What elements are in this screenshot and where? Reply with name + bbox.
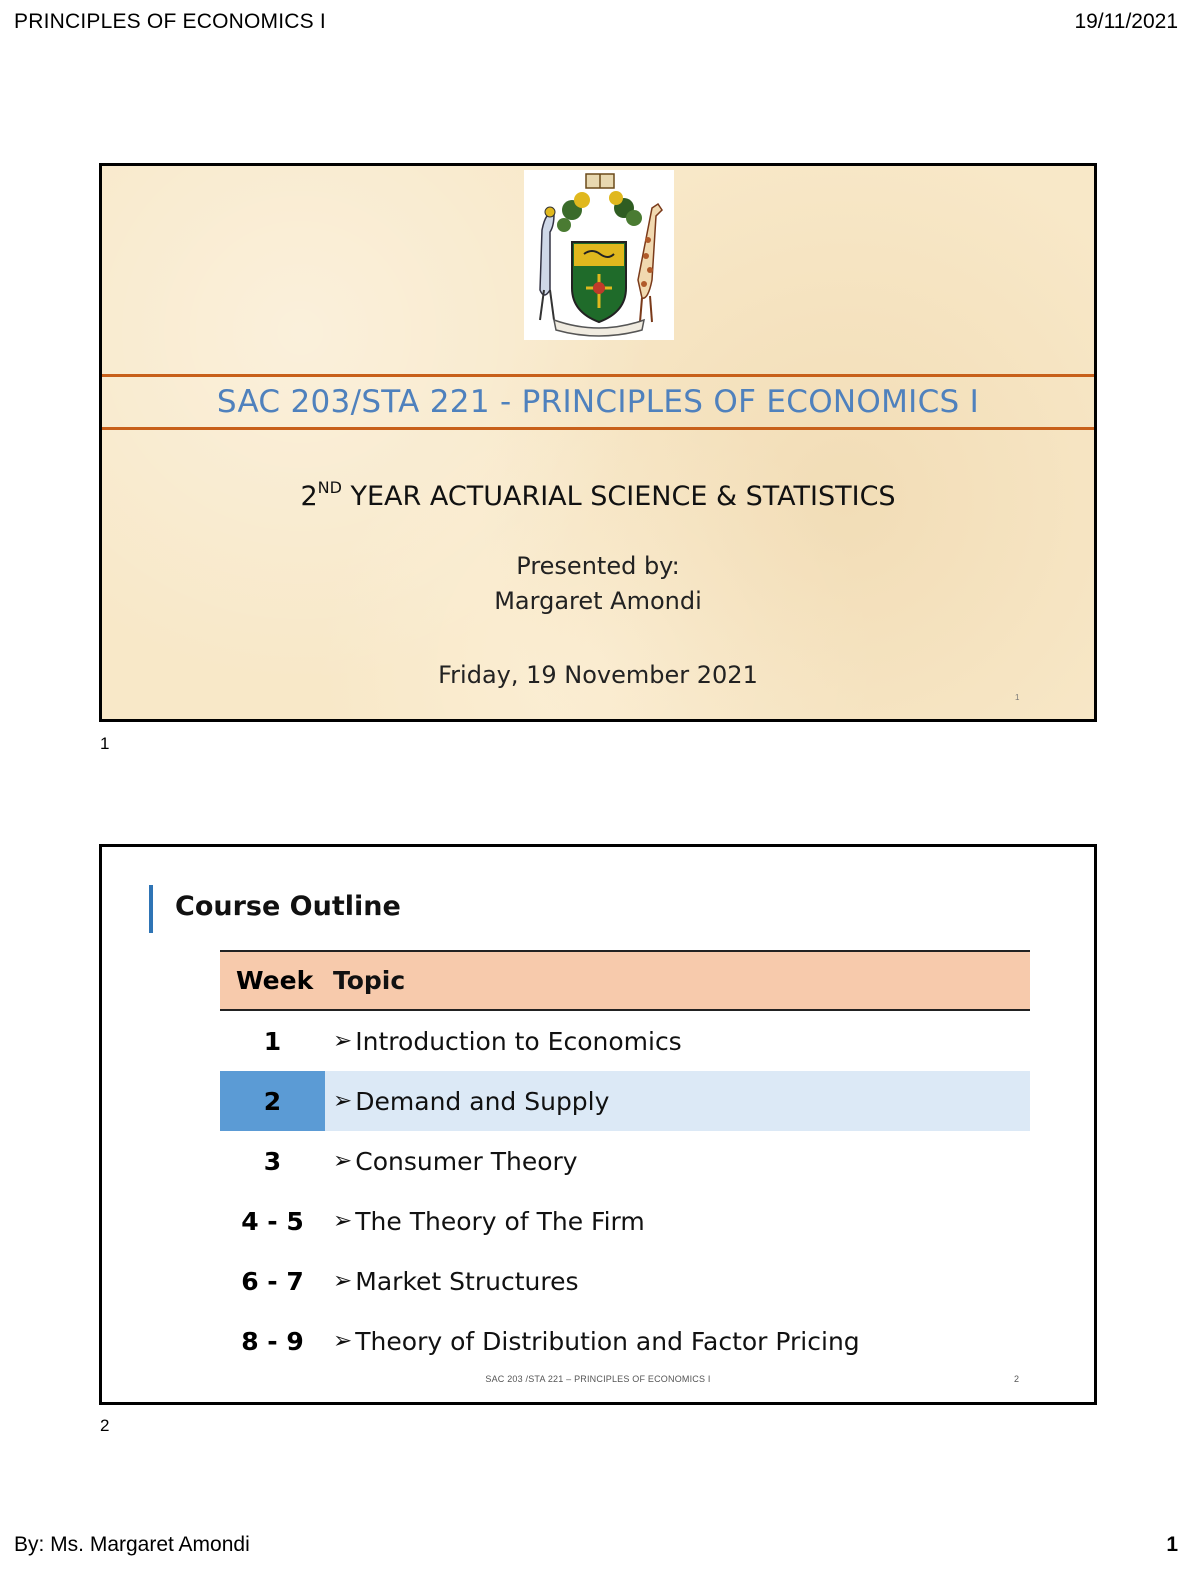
title-slide	[99, 163, 1097, 722]
topic-cell	[325, 1131, 1030, 1191]
arrow-bullet-icon: ➢	[333, 1208, 353, 1234]
slide-number: 1	[1015, 693, 1020, 702]
week-cell: 2	[220, 1071, 325, 1131]
outline-title: Course Outline	[175, 891, 401, 922]
subtitle-ordinal-suffix: ND	[317, 478, 342, 497]
presenter-name: Margaret Amondi	[494, 587, 702, 615]
page-number: 1	[1166, 1533, 1178, 1556]
course-outline-slide	[99, 844, 1097, 1405]
page-header-date: 19/11/2021	[1074, 10, 1178, 33]
week-cell: 6 - 7	[241, 1266, 304, 1296]
topic-text: Introduction to Economics	[355, 1026, 682, 1056]
topic-text: Market Structures	[355, 1266, 579, 1296]
col-week-header: Week	[236, 966, 314, 995]
week-cell: 1	[263, 1026, 282, 1056]
topic-text: The Theory of The Firm	[355, 1206, 645, 1236]
university-crest-icon	[524, 170, 674, 340]
col-topic-header: Topic	[333, 966, 406, 995]
table-row	[220, 1011, 1030, 1071]
course-title: SAC 203/STA 221 - PRINCIPLES OF ECONOMICS I	[216, 384, 980, 420]
slide-number: 2	[1014, 1374, 1020, 1384]
arrow-bullet-icon: ➢	[333, 1268, 353, 1294]
topic-cell	[325, 1011, 1030, 1071]
table-row	[220, 1251, 1030, 1311]
course-subtitle	[102, 478, 1094, 512]
week-cell: 4 - 5	[241, 1206, 304, 1236]
course-outline-table	[220, 950, 1030, 1371]
presenter-block	[102, 549, 1094, 619]
arrow-bullet-icon: ➢	[333, 1148, 353, 1174]
topic-text: Demand and Supply	[355, 1086, 610, 1116]
slide-label-1: 1	[100, 734, 110, 753]
arrow-bullet-icon: ➢	[333, 1328, 353, 1354]
subtitle-ordinal: 2	[300, 481, 318, 512]
arrow-bullet-icon: ➢	[333, 1028, 353, 1054]
topic-cell	[325, 1251, 1030, 1311]
week-cell: 8 - 9	[241, 1326, 304, 1356]
arrow-bullet-icon: ➢	[333, 1088, 353, 1114]
week-cell: 3	[263, 1146, 282, 1176]
slide-label-2: 2	[100, 1416, 110, 1435]
page-footer-author: By: Ms. Margaret Amondi	[14, 1533, 250, 1556]
subtitle-text: YEAR ACTUARIAL SCIENCE & STATISTICS	[341, 481, 896, 512]
title-accent-bar	[149, 885, 153, 933]
topic-cell	[325, 1071, 1030, 1131]
table-row	[220, 1311, 1030, 1371]
table-row	[220, 1131, 1030, 1191]
table-header-row	[220, 950, 1030, 1011]
page-header-title: PRINCIPLES OF ECONOMICS I	[14, 10, 326, 33]
presentation-date: Friday, 19 November 2021	[438, 661, 758, 689]
topic-cell	[325, 1191, 1030, 1251]
topic-text: Consumer Theory	[355, 1146, 578, 1176]
table-row	[220, 1191, 1030, 1251]
course-title-band	[102, 374, 1094, 430]
presented-by-label: Presented by:	[516, 552, 680, 580]
slide-footer: SAC 203 /STA 221 – PRINCIPLES OF ECONOMICS I	[485, 1374, 711, 1384]
topic-cell	[325, 1311, 1030, 1371]
topic-text: Theory of Distribution and Factor Pricing	[355, 1326, 860, 1356]
table-row	[220, 1071, 1030, 1131]
